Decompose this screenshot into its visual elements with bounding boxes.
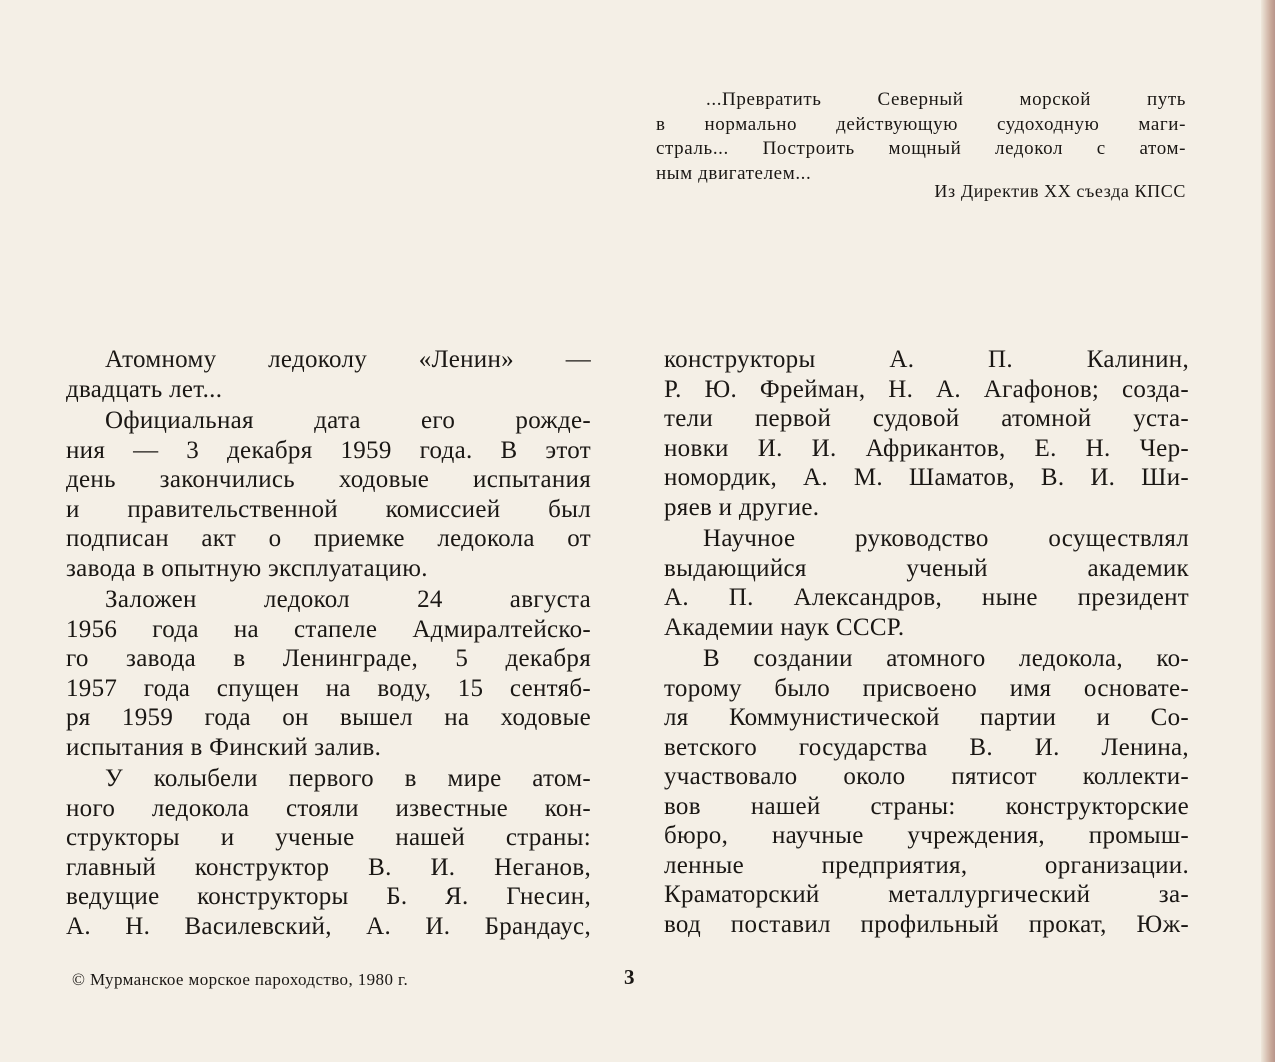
epigraph-attribution: Из Директив XX съезда КПСС — [934, 181, 1186, 201]
left-column — [66, 345, 591, 941]
text-line: ря 1959 года он вышел на ходовые — [66, 704, 591, 731]
text-line: Официальная дата его рожде- — [105, 407, 591, 434]
text-line: день закончились ходовые испытания — [66, 466, 591, 493]
text-line: ного ледокола стояли известные кон- — [66, 794, 591, 822]
right-column — [664, 345, 1189, 939]
copyright-note: © Мурманское морское пароходство, 1980 г. — [72, 970, 409, 989]
text-line: двадцать лет... — [66, 375, 223, 403]
text-line: тели первой судовой атомной уста- — [664, 405, 1189, 432]
text-line: бюро, научные учреждения, промыш- — [664, 822, 1189, 849]
epigraph-line: в нормально действующую судоходную маги- — [656, 113, 1186, 135]
text-line: ряев и другие. — [664, 493, 820, 521]
text-line: ведущие конструкторы Б. Я. Гнесин, — [66, 883, 591, 910]
text-line: Р. Ю. Фрейман, Н. А. Агафонов; созда- — [664, 375, 1189, 403]
text-line: 1957 года спущен на воду, 15 сентяб- — [66, 674, 591, 702]
page-edge — [1261, 0, 1275, 1062]
text-line: Краматорский металлургический за- — [664, 881, 1189, 908]
text-line: го завода в Ленинграде, 5 декабря — [66, 645, 591, 672]
text-line: испытания в Финский залив. — [66, 733, 382, 761]
epigraph-quote — [656, 88, 1186, 186]
text-line: торому было присвоено имя основате- — [664, 674, 1189, 702]
text-line: В создании атомного ледокола, ко- — [703, 645, 1189, 672]
text-line: А. Н. Василевский, А. И. Брандаус, — [66, 912, 591, 940]
page-number: 3 — [624, 965, 635, 989]
text-line: вод поставил профильный прокат, Юж- — [664, 910, 1189, 938]
text-line: У колыбели первого в мире атом- — [105, 765, 591, 792]
text-line: подписан акт о приемке ледокола от — [66, 525, 591, 552]
text-line: Академии наук СССР. — [664, 613, 905, 641]
text-line: номордик, А. М. Шаматов, В. И. Ши- — [664, 464, 1189, 491]
text-line: ля Коммунистической партии и Со- — [664, 704, 1189, 731]
text-line: участвовало около пятисот коллекти- — [664, 763, 1189, 790]
text-line: структоры и ученые нашей страны: — [66, 824, 591, 851]
epigraph-line: ным двигателем... — [656, 162, 812, 184]
text-line: завода в опытную эксплуатацию. — [66, 554, 428, 582]
text-line: выдающийся ученый академик — [664, 554, 1189, 582]
text-line: 1956 года на стапеле Адмиралтейско- — [66, 615, 591, 643]
text-line: Научное руководство осуществлял — [703, 525, 1189, 552]
text-line: главный конструктор В. И. Неганов, — [66, 853, 591, 881]
text-line: А. П. Александров, ныне президент — [664, 584, 1189, 611]
epigraph-line: страль... Построить мощный ледокол с атом- — [656, 138, 1186, 160]
text-line: ветского государства В. И. Ленина, — [664, 733, 1189, 761]
text-line: новки И. И. Африкантов, Е. Н. Чер- — [664, 434, 1189, 462]
text-line: ленные предприятия, организации. — [664, 851, 1189, 879]
text-line: Заложен ледокол 24 августа — [105, 586, 591, 613]
text-line: конструкторы А. П. Калинин, — [664, 346, 1189, 373]
epigraph-line: ...Превратить Северный морской путь — [706, 89, 1186, 110]
text-line: ния — 3 декабря 1959 года. В этот — [66, 436, 591, 464]
text-line: и правительственной комиссией был — [66, 495, 591, 523]
text-line: Атомному ледоколу «Ленин» — — [105, 346, 591, 373]
text-line: вов нашей страны: конструкторские — [664, 792, 1189, 820]
